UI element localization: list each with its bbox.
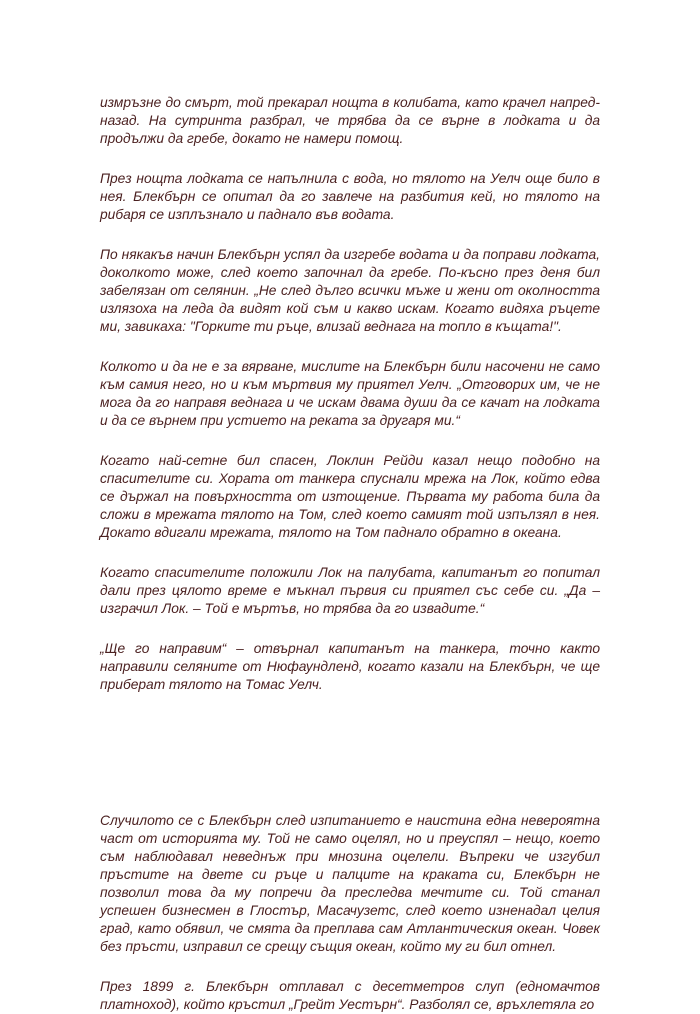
- paragraph-8: Случилото се с Блекбърн след изпитанието е наистина една невероятна част от историята му. Той не само оцелял, но и преуспял – нещо, което съм наблюдавал неведнъж при мнозина оцелели. Въпреки че изгубил пръстите на двете си ръце и палците на краката си, Блекбърн не позволил това да му попречи да преследва мечтите си. Той станал успешен бизнесмен в Глостър, Масачузетс, след което изненадал целия град, като обявил, че смята да преплава сам Атлантическия океан. Човек без пръсти, изправил се срещу същия океан, който му ги бил отнел.: [100, 813, 600, 954]
- paragraph-7: „Ще го направим“ – отвърнал капитанът на танкера, точно както направили селяните от Нюфаундленд, когато казали на Блекбърн, че ще приберат тялото на Томас Уелч.: [100, 641, 600, 692]
- paragraph-6: Когато спасителите положили Лок на палубата, капитанът го попитал дали през цялото време е мъкнал първия си приятел със себе си. „Да – изграчил Лок. – Той е мъртъв, но трябва да го извадите.“: [100, 565, 600, 616]
- paragraph-2: През нощта лодката се напълнила с вода, но тялото на Уелч още било в нея. Блекбърн се опитал да го завлече на разбития кей, но тялото на рибаря се изплъзнало и паднало във водата.: [100, 171, 600, 222]
- paragraph-3: По някакъв начин Блекбърн успял да изгребе водата и да поправи лодката, доколкото може, след което започнал да гребе. По-късно през деня бил забелязан от селянин. „Не след дълго всички мъже и жени от околността излязоха на леда да видят кой съм и какво искам. Когато видяха ръцете ми, завикаха: "Горките ти ръце, влизай веднага на топло в къщата!".: [100, 247, 600, 334]
- paragraph-4: Колкото и да не е за вярване, мислите на Блекбърн били насочени не само към самия него, но и към мъртвия му приятел Уелч. „Отговорих им, че не мога да го направя веднага и че искам двама души да се качат на лодката и да се върнем при устието на реката за другаря ми.“: [100, 359, 600, 428]
- section-gap: [100, 716, 600, 812]
- paragraph-9: През 1899 г. Блекбърн отплавал с десетметров слуп (едномачтов платноход), който кръстил „Грейт Уестърн“. Разболял се, връхлетяла го: [100, 979, 600, 1012]
- paragraph-5: Когато най-сетне бил спасен, Локлин Рейди казал нещо подобно на спасителите си. Хората от танкера спуснали мрежа на Лок, който едва се държал на повърхността от изтощение. Първата му работа била да сложи в мрежата тялото на Том, след което самият той изпълзял в нея. Докато вдигали мрежата, тялото на Том паднало обратно в океана.: [100, 453, 600, 540]
- paragraph-1: измръзне до смърт, той прекарал нощта в колибата, като крачел напред-назад. На сутринта разбрал, че трябва да се върне в лодката и да продължи да гребе, докато не намери помощ.: [100, 95, 600, 146]
